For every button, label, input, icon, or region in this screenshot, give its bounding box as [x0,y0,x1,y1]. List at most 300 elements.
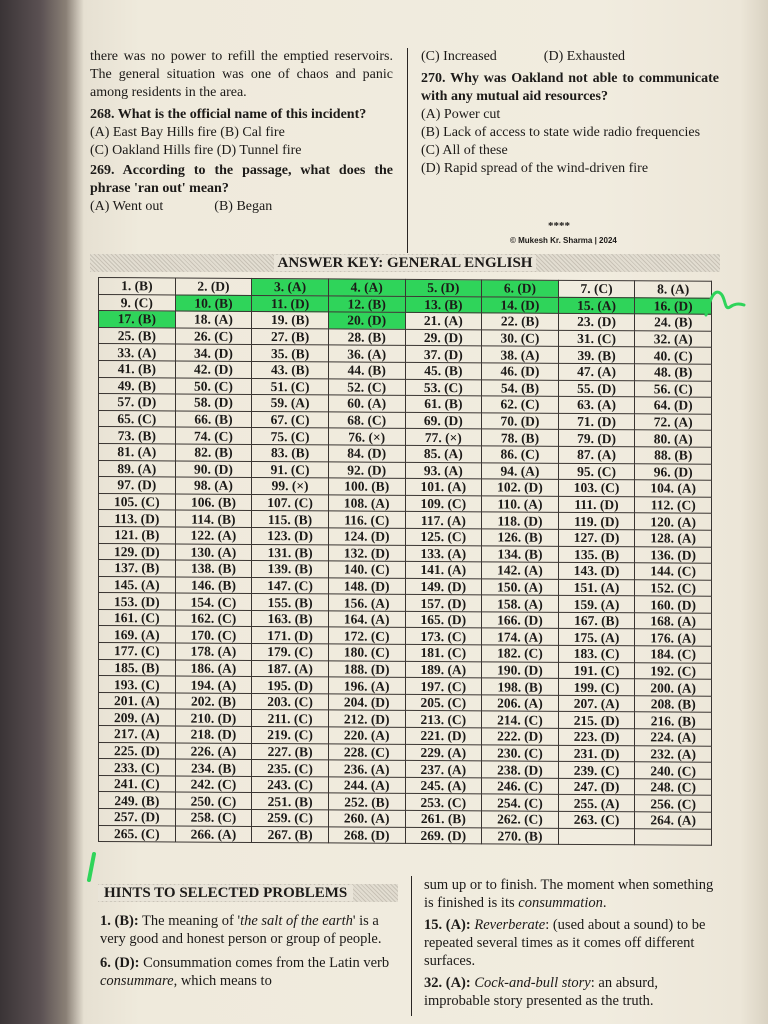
answer-key-cell: 100. (B) [328,478,405,495]
answer-key-cell: 5. (D) [405,279,482,296]
q268-options-2: (C) Oakland Hills fire (D) Tunnel fire [90,143,302,158]
answer-key-cell: 103. (C) [558,479,635,496]
hint-6-label: 6. (D): [100,955,140,971]
answer-key-cell: 83. (B) [252,444,329,461]
answer-key-cell: 125. (C) [405,528,482,545]
answer-key-cell: 200. (A) [635,679,712,696]
answer-key-cell: 232. (A) [635,745,712,762]
answer-key-cell: 112. (C) [635,496,712,513]
answer-key-cell: 164. (A) [328,611,405,628]
answer-key-cell: 30. (C) [482,330,559,347]
answer-key-cell: 215. (D) [558,712,635,729]
answer-key-cell: 7. (C) [558,280,635,297]
answer-key-cell: 44. (B) [328,362,405,379]
answer-key-cell: 238. (D) [482,761,559,778]
answer-key-cell: 165. (D) [405,611,482,628]
answer-key-cell: 4. (A) [328,279,405,296]
answer-key-row [99,825,712,845]
answer-key-cell: 185. (B) [99,659,176,676]
question-268: 268. What is the official name of this incident? [90,107,367,122]
answer-key-cell: 51. (C) [252,378,329,395]
answer-key-cell: 222. (D) [482,728,559,745]
answer-key-cell: 104. (A) [635,480,712,497]
answer-key-cell: 212. (D) [328,710,405,727]
answer-key-cell: 74. (C) [175,427,252,444]
answer-key-cell: 107. (C) [252,494,329,511]
left-column [90,48,393,216]
answer-key-cell: 180. (C) [328,644,405,661]
answer-key-cell: 243. (C) [252,776,329,793]
answer-key-cell: 220. (A) [328,727,405,744]
answer-key-cell: 96. (D) [635,463,712,480]
answer-key-cell: 106. (B) [175,494,252,511]
answer-key-cell: 102. (D) [482,479,559,496]
hint-32-label: 32. (A): [424,975,471,991]
answer-key-cell: 181. (C) [405,644,482,661]
answer-key-cell: 161. (C) [99,609,176,626]
answer-key-cell: 204. (D) [328,694,405,711]
answer-key-cell: 151. (A) [558,579,635,596]
answer-key-cell: 57. (D) [99,394,176,411]
answer-key-cell: 45. (B) [405,362,482,379]
answer-key-cell: 139. (B) [252,561,329,578]
answer-key-cell: 206. (A) [482,695,559,712]
answer-key-cell: 73. (B) [99,427,176,444]
answer-key-table [98,277,712,846]
answer-key-cell: 260. (A) [328,810,405,827]
answer-key-cell: 236. (A) [328,760,405,777]
answer-key-cell: 105. (C) [99,493,176,510]
answer-key-cell: 265. (C) [99,825,176,842]
answer-key-cell: 49. (B) [99,377,176,394]
answer-key-cell: 114. (B) [175,510,252,527]
answer-key-cell: 13. (B) [405,296,482,313]
answer-key-cell: 146. (B) [175,577,252,594]
answer-key-cell: 65. (C) [99,410,176,427]
answer-key-cell: 193. (C) [99,676,176,693]
answer-key-cell: 68. (C) [328,412,405,429]
answer-key-cell: 6. (D) [482,280,559,297]
answer-key-cell: 117. (A) [405,512,482,529]
hints-column-divider [411,876,412,1016]
answer-key-cell: 152. (C) [635,579,712,596]
answer-key-cell: 59. (A) [252,395,329,412]
q270-option-a: (A) Power cut [421,107,501,122]
answer-key-cell: 267. (B) [252,826,329,843]
hint-6-continued [424,876,718,912]
answer-key-cell: 134. (B) [482,545,559,562]
answer-key-cell: 38. (A) [482,346,559,363]
answer-key-cell: 70. (D) [482,413,559,430]
answer-key-cell: 66. (B) [175,411,252,428]
answer-key-cell: 9. (C) [99,294,176,311]
answer-key-cell: 156. (A) [328,594,405,611]
answer-key-cell: 162. (C) [175,610,252,627]
answer-key-cell: 149. (D) [405,578,482,595]
hint-1-term: the salt of the earth [240,913,353,929]
answer-key-cell: 137. (B) [99,560,176,577]
answer-key-cell: 198. (B) [482,678,559,695]
answer-key-cell: 60. (A) [328,395,405,412]
hint-6-term: consummare [100,973,174,989]
answer-key-cell: 47. (A) [558,363,635,380]
answer-key-cell: 35. (B) [252,345,329,362]
answer-key-cell: 18. (A) [175,311,252,328]
answer-key-cell: 140. (C) [328,561,405,578]
answer-key-cell: 10. (B) [175,295,252,312]
answer-key-cell: 53. (C) [405,379,482,396]
answer-key-cell: 208. (B) [635,696,712,713]
q268-options-1: (A) East Bay Hills fire (B) Cal fire [90,125,285,140]
q269-options-ab [90,198,393,216]
answer-key-cell: 124. (D) [328,528,405,545]
answer-key-cell: 143. (D) [558,562,635,579]
q269-option-d: (D) Exhausted [543,49,626,64]
hint-6-pre: Consummation comes from the Latin verb [139,955,390,971]
answer-key-cell: 15. (A) [558,297,635,314]
answer-key-cell: 213. (C) [405,711,482,728]
answer-key-cell: 123. (D) [252,527,329,544]
answer-key-cell: 216. (B) [635,712,712,729]
q270-option-d: (D) Rapid spread of the wind-driven fire [421,161,649,176]
answer-key-cell: 76. (×) [328,428,405,445]
answer-key-cell: 16. (D) [635,297,712,314]
answer-key-cell: 158. (A) [482,595,559,612]
copyright-note: © Mukesh Kr. Sharma | 2024 [510,236,617,245]
answer-key-cell: 20. (D) [328,312,405,329]
answer-key-cell: 191. (C) [558,662,635,679]
answer-key-cell: 8. (A) [635,281,712,298]
answer-key-cell: 87. (A) [558,446,635,463]
answer-key-cell: 248. (C) [635,779,712,796]
answer-key-cell: 127. (D) [558,529,635,546]
answer-key-cell: 120. (A) [635,513,712,530]
hint-6-cont-text: sum up or to finish. The moment when something is finished is its [424,877,714,911]
answer-key-cell: 269. (D) [405,827,482,844]
answer-key-cell: 32. (A) [635,331,712,348]
answer-key-cell: 64. (D) [635,397,712,414]
answer-key-cell: 224. (A) [635,729,712,746]
hint-1-label: 1. (B): [100,913,139,929]
answer-key-cell: 251. (B) [252,793,329,810]
hint-15 [424,916,718,970]
q269-option-a: (A) Went out [90,199,164,214]
answer-key-cell: 84. (D) [328,445,405,462]
answer-key-cell: 257. (D) [99,809,176,826]
answer-key-cell: 255. (A) [558,795,635,812]
pen-tick-mark [84,852,100,884]
answer-key-cell: 46. (D) [482,363,559,380]
q270-option-c: (C) All of these [421,143,508,158]
answer-key-cell: 226. (A) [175,743,252,760]
answer-key-cell: 214. (C) [482,711,559,728]
answer-key-cell: 159. (A) [558,596,635,613]
answer-key-cell: 148. (D) [328,578,405,595]
answer-key-cell: 67. (C) [252,411,329,428]
answer-key-cell: 246. (C) [482,778,559,795]
answer-key-cell: 24. (B) [635,314,712,331]
answer-key-cell: 254. (C) [482,794,559,811]
answer-key-cell: 142. (A) [482,562,559,579]
answer-key-cell: 135. (B) [558,546,635,563]
hint-6-cont-end: . [602,895,607,911]
answer-key-cell: 36. (A) [328,345,405,362]
answer-key-cell: 266. (A) [175,826,252,843]
answer-key-cell: 144. (C) [635,563,712,580]
answer-key-cell: 262. (C) [482,811,559,828]
answer-key-cell: 227. (B) [252,743,329,760]
answer-key-cell: 81. (A) [99,443,176,460]
answer-key-cell: 195. (D) [252,677,329,694]
answer-key-cell: 113. (D) [99,510,176,527]
column-divider [407,48,408,253]
answer-key-cell: 174. (A) [482,628,559,645]
answer-key-cell: 79. (D) [558,430,635,447]
answer-key-cell: 188. (D) [328,661,405,678]
answer-key-cell: 89. (A) [99,460,176,477]
answer-key-cell: 256. (C) [635,795,712,812]
answer-key-cell: 88. (B) [635,447,712,464]
answer-key-cell: 26. (C) [175,328,252,345]
answer-key-cell: 163. (B) [252,610,329,627]
answer-key-cell: 223. (D) [558,728,635,745]
answer-key-cell: 22. (B) [482,313,559,330]
answer-key-cell: 210. (D) [175,709,252,726]
answer-key-cell: 203. (C) [252,693,329,710]
hint-15-post: : (used about a sound) to be repeated several times as it comes off different surfaces. [424,917,706,969]
answer-key-cell: 247. (D) [558,778,635,795]
q269-option-c: (C) Increased [421,49,497,64]
answer-key-cell: 19. (B) [252,312,329,329]
answer-key-cell: 244. (A) [328,777,405,794]
q270-option-b: (B) Lack of access to state wide radio frequencies [421,125,701,140]
hint-32-term: Cock-and-bull story [470,975,591,991]
answer-key-cell: 37. (D) [405,346,482,363]
answer-key-cell: 211. (C) [252,710,329,727]
answer-key-cell: 50. (C) [175,378,252,395]
answer-key-cell: 234. (B) [175,759,252,776]
answer-key-cell: 92. (D) [328,461,405,478]
hint-6-cont-term: consummation [518,895,603,911]
answer-key-cell: 229. (A) [405,744,482,761]
answer-key-cell: 252. (B) [328,793,405,810]
answer-key-cell: 11. (D) [252,295,329,312]
answer-key-cell: 178. (A) [175,643,252,660]
answer-key-cell: 72. (A) [635,414,712,431]
answer-key-cell: 119. (D) [558,513,635,530]
answer-key-cell: 237. (A) [405,761,482,778]
answer-key-cell: 23. (D) [558,313,635,330]
answer-key-cell: 230. (C) [482,744,559,761]
q269-options-cd [421,48,719,66]
answer-key-cell: 21. (A) [405,313,482,330]
answer-key-cell: 242. (C) [175,776,252,793]
answer-key-cell: 168. (A) [635,613,712,630]
hint-32-post: : an absurd, improbable story presented as the truth. [424,975,658,1009]
answer-key-cell: 90. (D) [175,461,252,478]
answer-key-cell: 175. (A) [558,629,635,646]
answer-key-cell: 235. (C) [252,760,329,777]
answer-key-cell: 192. (C) [635,662,712,679]
answer-key-cell: 1. (B) [99,278,176,295]
answer-key-cell: 261. (B) [405,810,482,827]
answer-key-cell: 62. (C) [482,396,559,413]
question-270: 270. Why was Oakland not able to communicate with any mutual aid resources? [421,71,719,104]
answer-key-cell: 55. (D) [558,380,635,397]
answer-key-cell: 150. (A) [482,579,559,596]
answer-key-cell: 27. (B) [252,328,329,345]
answer-key-cell: 132. (D) [328,544,405,561]
answer-key-cell: 78. (B) [482,429,559,446]
answer-key-cell: 239. (C) [558,762,635,779]
answer-key-cell: 39. (B) [558,347,635,364]
answer-key-cell: 69. (D) [405,412,482,429]
section-stars: **** [548,220,570,232]
answer-key-cell: 133. (A) [405,545,482,562]
answer-key-cell: 48. (B) [635,364,712,381]
answer-key-cell: 138. (B) [175,560,252,577]
answer-key-cell: 86. (C) [482,446,559,463]
answer-key-cell: 109. (C) [405,495,482,512]
answer-key-cell: 201. (A) [99,692,176,709]
answer-key-cell: 131. (B) [252,544,329,561]
answer-key-cell: 186. (A) [175,660,252,677]
answer-key-cell: 250. (C) [175,792,252,809]
answer-key-cell: 12. (B) [328,296,405,313]
answer-key-cell: 33. (A) [99,344,176,361]
answer-key-cell: 270. (B) [482,827,559,844]
answer-key-cell: 207. (A) [558,695,635,712]
answer-key-cell: 187. (A) [252,660,329,677]
answer-key-cell: 241. (C) [99,775,176,792]
answer-key-cell: 94. (A) [482,462,559,479]
answer-key-cell: 128. (A) [635,530,712,547]
answer-key-cell: 28. (B) [328,329,405,346]
answer-key-cell: 56. (C) [635,380,712,397]
answer-key-cell: 219. (C) [252,726,329,743]
answer-key-cell: 115. (B) [252,511,329,528]
right-column [421,48,719,178]
answer-key-cell: 58. (D) [175,394,252,411]
answer-key-cell: 171. (D) [252,627,329,644]
answer-key-cell: 179. (C) [252,644,329,661]
answer-key-cell: 98. (A) [175,477,252,494]
q269-option-b: (B) Began [214,199,273,214]
answer-key-cell: 189. (A) [405,661,482,678]
answer-key-cell: 202. (B) [175,693,252,710]
hint-1-post: ' is a very good and honest person or group of people. [100,913,382,947]
answer-key-cell: 170. (C) [175,626,252,643]
answer-key-title [90,254,720,272]
answer-key-cell: 3. (A) [252,278,329,295]
answer-key-cell: 190. (D) [482,661,559,678]
answer-key-cell: 194. (A) [175,676,252,693]
answer-key-cell: 268. (D) [328,827,405,844]
answer-key-cell: 147. (C) [252,577,329,594]
answer-key-cell: 166. (D) [482,612,559,629]
answer-key-cell: 197. (C) [405,678,482,695]
answer-key-cell: 99. (×) [252,478,329,495]
answer-key-cell: 61. (B) [405,396,482,413]
answer-key-cell: 184. (C) [635,646,712,663]
answer-key-cell: 172. (C) [328,627,405,644]
answer-key-cell: 17. (B) [99,311,176,328]
answer-key-cell: 130. (A) [175,543,252,560]
answer-key-cell: 183. (C) [558,645,635,662]
answer-key-cell: 126. (B) [482,529,559,546]
hint-1-pre: The meaning of ' [138,913,241,929]
answer-key-cell: 31. (C) [558,330,635,347]
answer-key-cell: 108. (A) [328,495,405,512]
answer-key-cell: 167. (B) [558,612,635,629]
answer-key-cell: 155. (B) [252,594,329,611]
answer-key-cell: 43. (B) [252,361,329,378]
answer-key-cell: 173. (C) [405,628,482,645]
answer-key-cell: 160. (D) [635,596,712,613]
answer-key-cell: 245. (A) [405,777,482,794]
answer-key-cell: 145. (A) [99,576,176,593]
answer-key-cell: 41. (B) [99,360,176,377]
answer-key-cell: 101. (A) [405,479,482,496]
answer-key-cell: 34. (D) [175,344,252,361]
answer-key-cell: 136. (D) [635,546,712,563]
answer-key-cell: 75. (C) [252,428,329,445]
hints-title [98,884,398,902]
question-269: 269. According to the passage, what does the phrase 'ran out' mean? [90,163,393,196]
answer-key-cell: 52. (C) [328,378,405,395]
answer-key-cell: 110. (A) [482,496,559,513]
answer-key-cell: 153. (D) [99,593,176,610]
answer-key-cell: 82. (B) [175,444,252,461]
answer-key-cell: 77. (×) [405,429,482,446]
answer-key-cell: 233. (C) [99,759,176,776]
answer-key-cell: 42. (D) [175,361,252,378]
answer-key-cell: 199. (C) [558,679,635,696]
hints-left [100,912,400,990]
answer-key-cell: 71. (D) [558,413,635,430]
answer-key-cell: 25. (B) [99,327,176,344]
answer-key-cell: 209. (A) [99,709,176,726]
answer-key-cell: 169. (A) [99,626,176,643]
answer-key-cell: 258. (C) [175,809,252,826]
hint-1 [100,912,400,948]
hints-title-text: HINTS TO SELECTED PROBLEMS [98,885,353,901]
answer-key-cell: 221. (D) [405,727,482,744]
answer-key-cell: 182. (C) [482,645,559,662]
answer-key-cell: 231. (D) [558,745,635,762]
answer-key-cell: 85. (A) [405,445,482,462]
answer-key-cell: 205. (C) [405,694,482,711]
hints-right [424,876,718,1010]
answer-key-cell: 264. (A) [635,812,712,829]
answer-key-cell: 91. (C) [252,461,329,478]
answer-key-cell: 157. (D) [405,595,482,612]
hint-32 [424,974,718,1010]
answer-key-cell: 253. (C) [405,794,482,811]
answer-key-cell: 54. (B) [482,379,559,396]
answer-key-cell: 263. (C) [558,811,635,828]
answer-key-cell: 63. (A) [558,396,635,413]
answer-key-cell: 95. (C) [558,463,635,480]
answer-key-cell: 14. (D) [482,296,559,313]
answer-key-cell [558,828,635,845]
answer-key-cell: 118. (D) [482,512,559,529]
hint-6 [100,954,400,990]
answer-key-cell: 240. (C) [635,762,712,779]
answer-key-cell: 93. (A) [405,462,482,479]
answer-key-cell: 177. (C) [99,643,176,660]
hint-15-term: Reverberate [470,917,546,933]
